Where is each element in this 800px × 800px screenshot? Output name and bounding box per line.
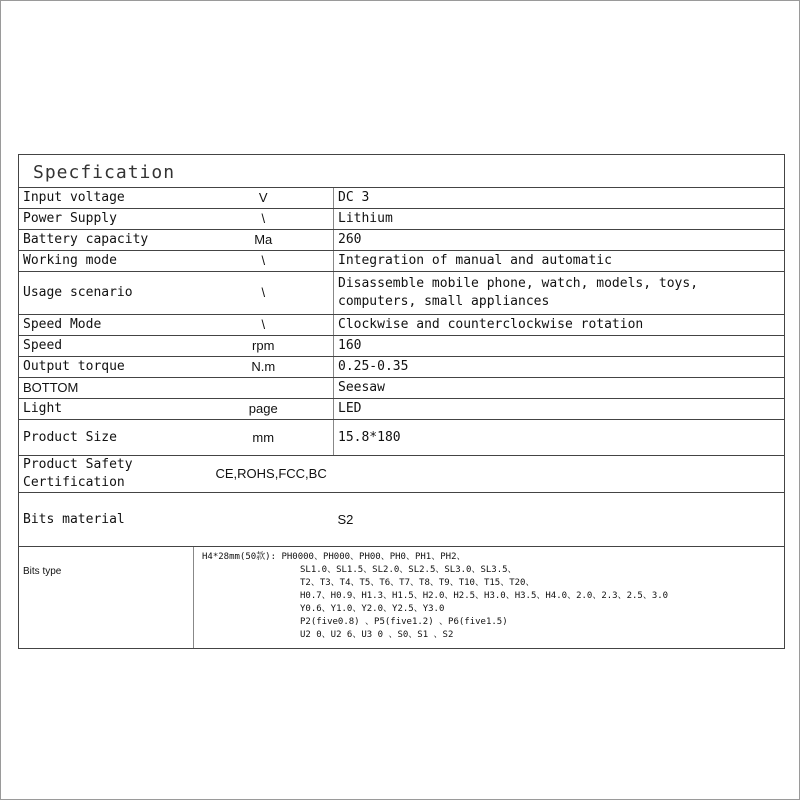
table-row xyxy=(19,378,785,399)
bits-type-line: T2、T3、T4、T5、T6、T7、T8、T9、T10、T15、T20、 xyxy=(300,578,535,588)
param-label: Speed xyxy=(19,336,194,357)
label-line: Product Safety xyxy=(23,457,133,472)
bits-type-line: SL1.0、SL1.5、SL2.0、SL2.5、SL3.0、SL3.5、 xyxy=(300,565,517,575)
param-label: Input voltage xyxy=(19,188,194,209)
param-label: Speed Mode xyxy=(19,315,194,336)
specification-table xyxy=(18,154,785,649)
table-row xyxy=(19,420,785,456)
unit-cell: rpm xyxy=(194,336,334,357)
param-label: Power Supply xyxy=(19,209,194,230)
unit-cell xyxy=(194,378,334,399)
param-label: Output torque xyxy=(19,357,194,378)
param-label: Battery capacity xyxy=(19,230,194,251)
table-row xyxy=(19,272,785,315)
bits-type-row xyxy=(19,547,785,649)
param-label: BOTTOM xyxy=(19,378,194,399)
value-cell: LED xyxy=(334,399,785,420)
bits-material-label: Bits material xyxy=(19,493,194,547)
certification-row xyxy=(19,456,785,493)
value-line: computers, small appliances xyxy=(338,294,550,309)
bits-type-list xyxy=(194,547,785,649)
certification-value: CE,ROHS,FCC,BC xyxy=(194,456,785,493)
unit-cell: \ xyxy=(194,209,334,230)
param-label: Working mode xyxy=(19,251,194,272)
value-cell: 15.8*180 xyxy=(334,420,785,456)
value-cell: Clockwise and counterclockwise rotation xyxy=(334,315,785,336)
unit-cell: Ma xyxy=(194,230,334,251)
bits-type-line: H0.7、H0.9、H1.3、H1.5、H2.0、H2.5、H3.0、H3.5、H4.0、2.0、2.3、2.5、3.0 xyxy=(300,591,669,601)
value-cell: 160 xyxy=(334,336,785,357)
param-label: Product Size xyxy=(19,420,194,456)
table-row xyxy=(19,399,785,420)
value-cell: 260 xyxy=(334,230,785,251)
value-cell xyxy=(334,272,785,315)
unit-cell: \ xyxy=(194,315,334,336)
table-title: Specfication xyxy=(33,162,176,183)
value-cell: 0.25-0.35 xyxy=(334,357,785,378)
table-row xyxy=(19,251,785,272)
value-cell: Seesaw xyxy=(334,378,785,399)
unit-cell: N.m xyxy=(194,357,334,378)
bits-type-line: Y0.6、Y1.0、Y2.0、Y2.5、Y3.0 xyxy=(300,604,445,614)
table-title-row xyxy=(19,155,785,188)
param-label: Usage scenario xyxy=(19,272,194,315)
unit-cell: mm xyxy=(194,420,334,456)
table-row xyxy=(19,315,785,336)
value-line: Disassemble mobile phone, watch, models, toys, xyxy=(338,276,699,291)
table-row xyxy=(19,357,785,378)
value-cell: Lithium xyxy=(334,209,785,230)
value-cell: DC 3 xyxy=(334,188,785,209)
param-label: Light xyxy=(19,399,194,420)
value-cell: Integration of manual and automatic xyxy=(334,251,785,272)
table-row xyxy=(19,188,785,209)
bits-material-value: S2 xyxy=(194,493,785,547)
certification-label xyxy=(19,456,194,493)
bits-type-line: P2(five0.8) 、P5(five1.2) 、P6(five1.5) xyxy=(300,617,508,627)
unit-cell: \ xyxy=(194,272,334,315)
unit-cell: \ xyxy=(194,251,334,272)
label-line: Certification xyxy=(23,475,125,490)
table-row xyxy=(19,209,785,230)
table-row xyxy=(19,336,785,357)
bits-material-row xyxy=(19,493,785,547)
table-row xyxy=(19,230,785,251)
bits-type-label: Bits type xyxy=(19,547,194,649)
unit-cell: V xyxy=(194,188,334,209)
bits-type-line: H4*28mm(50款): PH0000、PH000、PH00、PH0、PH1、PH2、 xyxy=(202,552,466,562)
unit-cell: page xyxy=(194,399,334,420)
bits-type-line: U2 0、U2 6、U3 0 、S0、S1 、S2 xyxy=(300,630,454,640)
